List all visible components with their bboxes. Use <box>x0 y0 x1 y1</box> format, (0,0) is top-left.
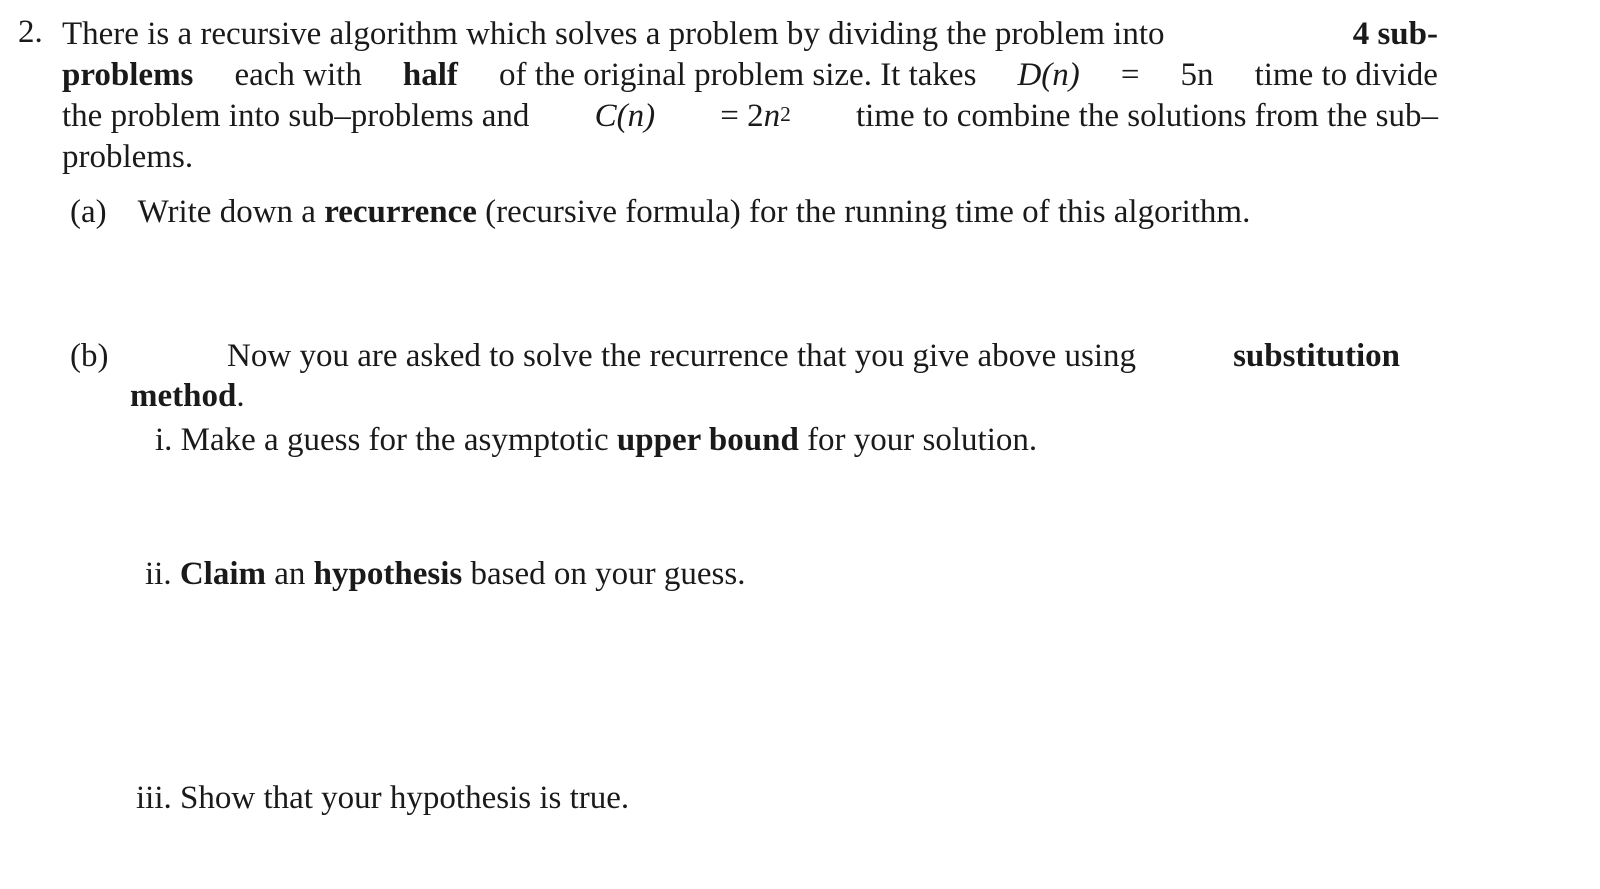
statement-line-3 <box>62 96 1438 137</box>
statement-line-2 <box>62 55 1438 96</box>
statement-bold: half <box>402 57 458 93</box>
math-exponent: 2 <box>780 101 791 126</box>
sub-ii-label: ii. <box>145 556 172 592</box>
sub-i-text: for your solution. <box>807 422 1038 458</box>
part-b-text: Now you are asked to solve the recurrence that you give above using <box>227 338 1137 374</box>
statement-line-4: problems. <box>62 139 194 175</box>
problem-number: 2. <box>18 14 43 50</box>
statement-text: There is a recursive algorithm which solves a problem by dividing the problem into <box>62 16 1165 52</box>
sub-iii-text: Show that your hypothesis is true. <box>180 780 630 816</box>
sub-i-bold: upper bound <box>616 422 799 458</box>
math-n: n <box>763 98 781 134</box>
problem-statement <box>62 14 1438 178</box>
statement-text: the problem into sub–problems and <box>62 98 530 134</box>
part-a-text: Write down a <box>137 194 316 230</box>
statement-bold: problems <box>62 57 194 93</box>
part-a-label: (a) <box>70 194 107 230</box>
statement-bold: 4 sub- <box>1352 16 1438 52</box>
sub-iii-label: iii. <box>136 780 172 816</box>
statement-text: of the original problem size. It takes <box>498 57 977 93</box>
part-b-text: . <box>236 378 245 414</box>
sub-question-i <box>155 422 1037 459</box>
part-b-line-1 <box>70 336 1400 376</box>
part-b-line-2 <box>70 376 1400 416</box>
part-b <box>70 336 1400 416</box>
sub-ii-text: based on your guess. <box>470 556 746 592</box>
statement-line-1 <box>62 14 1438 55</box>
statement-text: = 2 <box>720 98 764 134</box>
math-combine-cost: C(n) <box>594 98 656 134</box>
part-a-bold: recurrence <box>324 194 477 230</box>
statement-text: = <box>1120 57 1140 93</box>
sub-i-text: Make a guess for the asymptotic <box>180 422 609 458</box>
part-b-label: (b) <box>70 338 109 374</box>
part-a <box>70 194 1250 231</box>
part-b-bold: method <box>130 378 237 414</box>
sub-ii-bold: hypothesis <box>313 556 463 592</box>
statement-text: time to combine the solutions from the sub– <box>855 98 1438 134</box>
statement-text: time to divide <box>1254 57 1438 93</box>
sub-i-label: i. <box>155 422 173 458</box>
math-divide-cost: D(n) <box>1017 57 1080 93</box>
part-a-text: (recursive formula) for the running time of this algorithm. <box>485 194 1251 230</box>
sub-question-iii <box>136 780 629 817</box>
statement-text: each with <box>234 57 362 93</box>
sub-question-ii <box>145 556 745 593</box>
sub-ii-bold: Claim <box>179 556 267 592</box>
part-b-bold: substitution <box>1233 338 1400 374</box>
sub-ii-text: an <box>274 556 306 592</box>
math-5n: 5n <box>1180 57 1214 93</box>
